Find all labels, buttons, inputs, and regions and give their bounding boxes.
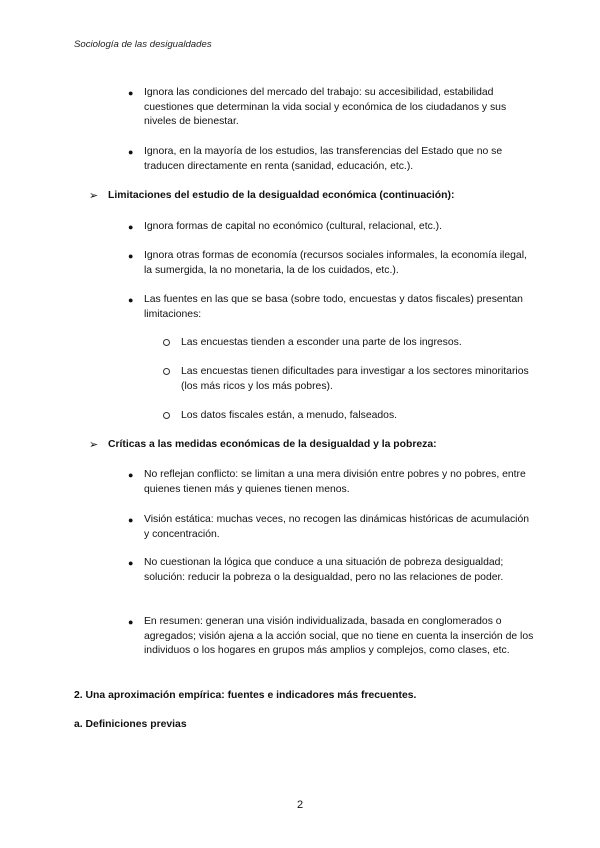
bullet-icon: ● [128,295,134,305]
bullet-icon: ● [128,617,134,627]
sublist-item: Los datos fiscales están, a menudo, falseados. [181,410,398,421]
list-item: Visión estática: muchas veces, no recogen las dinámicas históricas de acumulación y concentración. [144,514,530,540]
list-item: Las fuentes en las que se basa (sobre todo, encuestas y datos fiscales) presentan limitaciones: [144,294,523,320]
bullet-icon: ● [128,470,134,480]
list-item: No reflejan conflicto: se limitan a una mera división entre pobres y no pobres, entre quienes tienen más y quienes tienen menos. [144,469,526,495]
list-item: No cuestionan la lógica que conduce a una situación de pobreza desigualdad; solución: reducir la pobreza o la desigualdad, pero no las relaciones de poder. [144,557,504,583]
subheading-limitaciones: Limitaciones del estudio de la desigualdad económica (continuación): [108,190,455,201]
running-header: Sociología de las desigualdades [74,39,212,50]
circle-bullet-icon [163,412,170,419]
section-heading-2a: a. Definiciones previas [74,719,187,730]
sublist-item: Las encuestas tienen dificultades para investigar a los sectores minoritarios (los más ricos y los más pobres). [181,366,529,392]
list-item: Ignora formas de capital no económico (cultural, relacional, etc.). [144,221,443,232]
arrow-bullet-icon: ➢ [89,439,99,451]
sublist-item: Las encuestas tienden a esconder una parte de los ingresos. [181,337,462,348]
list-item: Ignora las condiciones del mercado del trabajo: su accesibilidad, estabilidad cuestiones que determinan la vida social y económica de los ciudadanos y sus niveles de bienestar. [144,87,507,128]
page-number: 2 [296,799,304,811]
arrow-bullet-icon: ➢ [89,190,99,202]
circle-bullet-icon [163,339,170,346]
bullet-icon: ● [128,222,134,232]
list-item: Ignora, en la mayoría de los estudios, las transferencias del Estado que no se traducen directamente en renta (sanidad, educación, etc.). [144,146,503,172]
bullet-icon: ● [128,515,134,525]
list-item: En resumen: generan una visión individualizada, basada en conglomerados o agregados; visión ajena a la acción social, que no tiene en cuenta la inserción de los individuos o los hogares en grupos más amplios y complejos, como clases, etc. [144,616,534,657]
bullet-icon: ● [128,147,134,157]
bullet-icon: ● [128,88,134,98]
list-item: Ignora otras formas de economía (recursos sociales informales, la economía ilegal, la sumergida, la no monetaria, la de los cuidados, etc.). [144,250,527,276]
bullet-icon: ● [128,251,134,261]
subheading-criticas: Críticas a las medidas económicas de la desigualdad y la pobreza: [108,439,437,450]
bullet-icon: ● [128,558,134,568]
section-heading-2: 2. Una aproximación empírica: fuentes e indicadores más frecuentes. [74,690,417,701]
circle-bullet-icon [163,368,170,375]
